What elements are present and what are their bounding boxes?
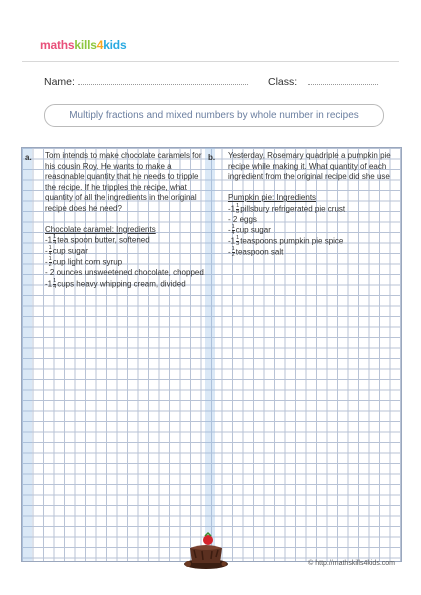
ingredient-list (45, 235, 205, 290)
ingredient-prefix: - (228, 225, 231, 235)
fraction-denominator: 3 (236, 241, 240, 248)
ingredient-list-title: Pumpkin pie: Ingredients (228, 193, 317, 202)
ingredient-item (45, 268, 205, 279)
question-body (228, 151, 393, 258)
class-blank[interactable] (308, 75, 378, 85)
question-letter: a. (25, 153, 32, 162)
fraction (49, 257, 52, 268)
ingredient-list (228, 204, 393, 259)
column-b-strip (205, 148, 215, 561)
ingredient-prefix: - (45, 246, 48, 256)
name-field[interactable] (44, 75, 248, 88)
worksheet-title: Multiply fractions and mixed numbers by whole number in recipes (44, 104, 384, 127)
ingredient-item (45, 279, 205, 290)
chocolate-cake-illustration (182, 530, 230, 570)
ingredient-item (228, 225, 393, 236)
ingredient-prefix: -1 (45, 279, 53, 289)
header-divider (22, 61, 399, 62)
ingredient-text: eggs (239, 214, 257, 224)
fraction (53, 235, 56, 246)
ingredient-text: cup sugar (235, 225, 271, 235)
ingredient-text: ounces unsweetened chocolate, chopped (56, 268, 204, 278)
ingredient-item (228, 247, 393, 258)
ingredient-text: cup light corn syrup (52, 257, 123, 267)
fraction (232, 247, 235, 258)
question-intro: Yesterday, Rosemary quadriple a pumpkin pie recipe while making it. What quantity of each ingredient from the original recipe did she use (228, 151, 391, 181)
column-a-strip (22, 148, 32, 561)
fraction (236, 236, 239, 247)
ingredient-text: cup sugar (52, 246, 88, 256)
fraction-numerator: 1 (53, 277, 57, 284)
ingredient-text: teaspoons pumpkin pie spice (240, 236, 344, 246)
ingredient-prefix: - 2 (45, 268, 55, 278)
question-intro: Tom intends to make chocolate caramels for his cousin Roy. He wants to make a reasonable quantity that he needs to tripple the recipe. If he tripples the recipe, what quantity of all the ingredients in the original recipe does he need? (45, 151, 202, 213)
fraction (232, 225, 235, 236)
fraction-denominator: 4 (53, 283, 57, 290)
fraction-denominator: 4 (48, 251, 52, 258)
ingredient-prefix: - (228, 247, 231, 257)
ingredient-item (45, 235, 205, 246)
class-field[interactable] (268, 75, 378, 88)
name-label: Name: (44, 76, 75, 88)
fraction-denominator: 4 (53, 240, 57, 246)
ingredient-prefix: -1 (228, 236, 236, 246)
ingredient-text: tea spoon butter, softened (57, 235, 150, 245)
ingredient-list-title: Chocolate caramel: Ingredients (45, 224, 156, 234)
question-letter: b. (208, 153, 216, 162)
ingredient-prefix: - (45, 257, 48, 267)
ingredient-prefix: - 2 (228, 214, 238, 224)
mathskills4kids-logo: mathskills4kids (40, 38, 127, 52)
fraction-numerator: 1 (231, 246, 235, 253)
copyright-text: © http://mathskills4kids.com (308, 560, 395, 567)
name-blank[interactable] (78, 75, 248, 85)
ingredient-text: cups heavy whipping cream, divided (57, 279, 186, 289)
fraction (53, 279, 56, 290)
ingredient-item (228, 236, 393, 247)
fraction-denominator: 4 (231, 230, 235, 237)
fraction-numerator: 1 (48, 256, 52, 263)
fraction-numerator: 1 (53, 234, 57, 240)
class-label: Class: (268, 76, 298, 88)
ingredient-item (45, 257, 205, 268)
ingredient-text: teaspoon salt (235, 247, 284, 257)
question-body (45, 151, 205, 290)
ingredient-item (45, 246, 205, 257)
fraction-numerator: 1 (48, 245, 52, 252)
fraction (236, 204, 239, 215)
fraction-numerator: 1 (236, 235, 240, 242)
ingredient-text: pillsbury refrigerated pie crust (240, 204, 346, 214)
ingredient-prefix: -1 (228, 204, 236, 214)
fraction-numerator: 1 (231, 224, 235, 231)
ingredient-item (228, 215, 393, 226)
ingredient-prefix: -1 (45, 235, 53, 245)
fraction-denominator: 2 (231, 252, 235, 259)
fraction-denominator: 2 (48, 262, 52, 269)
ingredient-item (228, 204, 393, 215)
fraction-numerator: 1 (236, 202, 240, 209)
fraction-denominator: 8 (236, 208, 240, 215)
